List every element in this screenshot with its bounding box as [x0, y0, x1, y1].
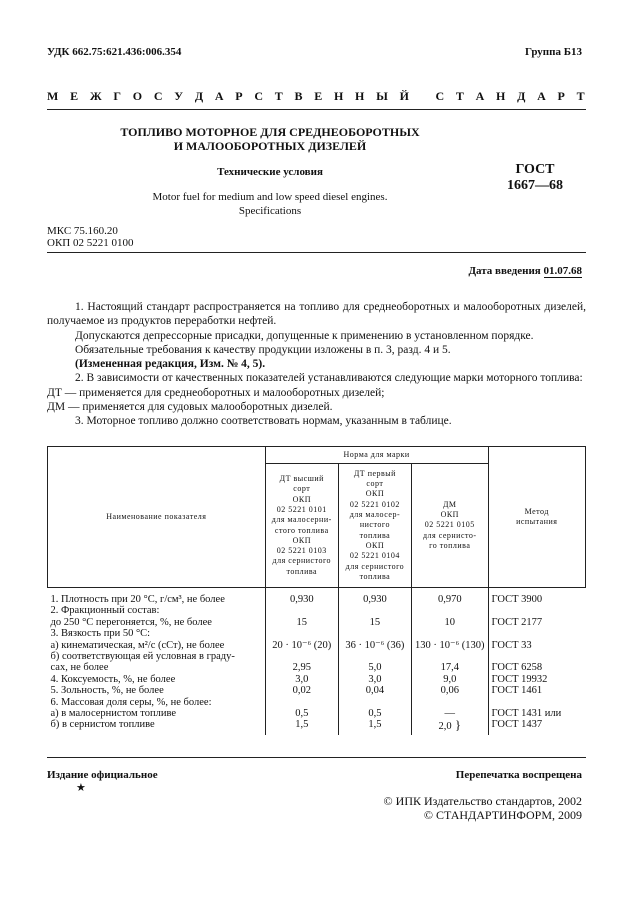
cell: ГОСТ 33	[491, 639, 532, 651]
table-row: 3. Вязкость при 50 °С:	[50, 628, 151, 640]
cell: 15	[338, 617, 411, 628]
banner-letter: Н	[333, 89, 344, 103]
table-row: а) кинематическая, м²/с (сСт), не более	[50, 639, 225, 651]
cell: ГОСТ 6258	[491, 662, 543, 674]
cell: 10	[411, 617, 488, 628]
cell: 0,5	[265, 708, 338, 719]
cell: 2,95	[265, 662, 338, 673]
mks-code: МКС 75.160.20	[47, 225, 118, 237]
paragraph: Допускаются депрессорные присадки, допущенные к применению в установленном порядке.	[75, 329, 534, 342]
copyright-line-1: © ИПК Издательство стандартов, 2002	[383, 794, 582, 808]
header-line: ОКП	[365, 489, 385, 499]
cell: 0,970	[411, 588, 488, 606]
header-line: для сернистого	[272, 556, 332, 566]
cell: 0,06	[411, 685, 488, 696]
header-line: для малосерни-	[271, 515, 332, 525]
table-bottom-rule	[47, 757, 586, 758]
banner-letter: С	[153, 89, 163, 103]
banner-letter: Г	[113, 89, 122, 103]
banner-letter: У	[174, 89, 184, 103]
header-line: топлива	[286, 566, 318, 576]
table-row: б) соответствующая ей условная в граду-	[50, 651, 235, 663]
cell: 3,0	[338, 674, 411, 685]
cell: 3,0	[265, 674, 338, 685]
amendment-note: (Измененная редакция, Изм. № 4, 5).	[75, 358, 266, 371]
banner-letter: О	[132, 89, 143, 103]
table-row: до 250 °С перегоняется, %, не более	[50, 616, 212, 628]
gost-label: ГОСТ	[515, 162, 555, 177]
specification-table	[47, 446, 586, 735]
banner-letter: Т	[274, 89, 283, 103]
interstate-standard-banner	[47, 89, 585, 104]
header-line: сорт	[293, 484, 311, 494]
table-row: 6. Массовая доля серы, %, не более:	[50, 696, 212, 708]
header-line: нистого	[359, 520, 390, 530]
cell: ГОСТ 3900	[491, 594, 543, 605]
header-dm	[411, 464, 488, 588]
cell: —	[411, 708, 488, 719]
classification-codes	[47, 225, 133, 249]
udk-code: УДК 662.75:621.436:006.354	[47, 46, 182, 58]
cell: 17,4	[411, 662, 488, 673]
banner-letter: В	[294, 89, 303, 103]
gost-code: 1667—68	[507, 178, 563, 193]
banner-letter: Н	[355, 89, 365, 103]
cell: 0,5	[338, 708, 411, 719]
reprint-prohibited: Перепечатка воспрещена	[455, 769, 582, 781]
banner-letter: Й	[399, 89, 409, 103]
header-line: топлива	[359, 530, 391, 540]
cell: 0,04	[338, 685, 411, 696]
cell: ГОСТ 1437	[491, 719, 543, 731]
grade-dm: ДМ — применяется для судовых малооборотных дизелей.	[47, 401, 333, 414]
cell: 0,930	[338, 588, 411, 606]
codes-divider	[47, 252, 586, 253]
body-text	[47, 300, 586, 429]
header-line: для малосер-	[349, 510, 401, 520]
header-indicator: Наименование показателя	[48, 447, 266, 588]
banner-divider	[47, 109, 586, 110]
header-line: ОКП	[440, 510, 459, 520]
header-line: 02 5221 0101	[276, 504, 327, 514]
banner-letter: А	[214, 89, 224, 103]
official-edition: Издание официальное	[47, 769, 158, 781]
grade-dt: ДТ — применяется для среднеоборотных и малооборотных дизелей;	[47, 386, 385, 399]
header-line: 02 5221 0102	[349, 499, 400, 509]
banner-letter: А	[537, 89, 546, 103]
table-row: а) в малосернистом топливе	[50, 708, 177, 720]
cell: ГОСТ 1461	[491, 685, 543, 697]
banner-letter: Д	[194, 89, 204, 103]
title-line-2: И МАЛООБОРОТНЫХ ДИЗЕЛЕЙ	[173, 139, 367, 153]
paragraph: 1. Настоящий стандарт распространяется на топливо для среднеоборотных и малооборотных дизелей, получаемое из продуктов переработки нефтей.	[47, 301, 586, 328]
banner-letter: Н	[496, 89, 506, 103]
banner-letter: Е	[70, 89, 79, 103]
header-line: ОКП	[292, 535, 311, 545]
banner-letter: С	[435, 89, 445, 103]
banner-letter: М	[47, 89, 59, 103]
header-line: топлива	[359, 571, 391, 581]
header-dt-premium	[265, 464, 338, 588]
cell: ГОСТ 1431 или	[491, 708, 562, 720]
header-line: сорт	[366, 479, 384, 489]
brace-icon: }	[451, 717, 462, 733]
document-title	[100, 125, 440, 153]
cell: 1,5	[338, 719, 411, 734]
english-title-line-2: Specifications	[238, 205, 302, 217]
header-line: ДМ	[442, 499, 457, 509]
title-line-1: ТОПЛИВО МОТОРНОЕ ДЛЯ СРЕДНЕОБОРОТНЫХ	[120, 125, 420, 139]
banner-letter: Е	[314, 89, 323, 103]
group-code: Группа Б13	[525, 46, 582, 58]
header-line: для сернистого	[345, 561, 405, 571]
english-title	[100, 190, 440, 218]
banner-letter: Д	[517, 89, 526, 103]
header-line: ДТ высший	[279, 474, 324, 484]
banner-letter: Р	[235, 89, 243, 103]
banner-letter	[421, 89, 424, 104]
banner-letter: Т	[455, 89, 464, 103]
header-method: Метод испытания	[488, 447, 585, 588]
header-dt-first	[338, 464, 411, 588]
banner-letter: Р	[557, 89, 565, 103]
header-line: ДТ первый	[353, 468, 396, 478]
banner-letter: Ж	[89, 89, 102, 103]
date-label: Дата введения	[468, 265, 541, 277]
english-title-line-1: Motor fuel for medium and low speed diesel engines.	[152, 191, 388, 203]
cell: ГОСТ 2177	[491, 616, 543, 628]
banner-letter: Ы	[376, 89, 388, 103]
header-line: 02 5221 0104	[349, 551, 400, 561]
banner-letter: С	[254, 89, 263, 103]
star-icon: ★	[76, 782, 86, 794]
table-row: 4. Коксуемость, %, не более	[50, 673, 176, 685]
cell: 1,5	[265, 719, 338, 734]
introduction-date	[468, 265, 582, 277]
gost-number	[490, 162, 580, 194]
header-line: стого топлива	[274, 525, 329, 535]
table-row: 5. Зольность, %, не более	[50, 685, 164, 697]
table-row: 2. Фракционный состав:	[50, 605, 160, 617]
paragraph: 3. Моторное топливо должно соответствовать нормам, указанным в таблице.	[75, 415, 452, 428]
cell: 15	[265, 617, 338, 628]
header-norm: Норма для марки	[265, 447, 488, 464]
cell: 5,0	[338, 662, 411, 673]
cell: 130 · 10⁻⁶ (130)	[411, 640, 488, 651]
banner-letter: Т	[576, 89, 585, 103]
cell: 36 · 10⁻⁶ (36)	[338, 640, 411, 651]
date-value: 01.07.68	[543, 265, 582, 277]
header-line: 02 5221 0103	[276, 546, 327, 556]
banner-letter: А	[475, 89, 485, 103]
header-line: ОКП	[292, 494, 311, 504]
header-line: для сернисто-	[422, 530, 477, 540]
header-line: ОКП	[365, 540, 385, 550]
cell: 9,0	[411, 674, 488, 685]
table-row: сах, не более	[50, 662, 109, 674]
header-line: го топлива	[429, 540, 471, 550]
copyright	[384, 794, 582, 822]
cell: 0,02	[265, 685, 338, 696]
cell-value: 2,0	[438, 721, 452, 733]
cell: 20 · 10⁻⁶ (20)	[265, 640, 338, 651]
cell: ГОСТ 19932	[491, 673, 548, 685]
cell	[411, 719, 488, 734]
table-row: б) в сернистом топливе	[50, 719, 155, 731]
paragraph: 2. В зависимости от качественных показателей устанавливаются следующие марки моторного топлива:	[75, 372, 583, 385]
paragraph: Обязательные требования к качеству продукции изложены в п. 3, разд. 4 и 5.	[75, 343, 451, 356]
okp-code: ОКП 02 5221 0100	[47, 237, 134, 249]
cell: 0,930	[265, 588, 338, 606]
copyright-line-2: © СТАНДАРТИНФОРМ, 2009	[423, 808, 582, 822]
table-row: 1. Плотность при 20 °С, г/см³, не более	[50, 594, 225, 605]
header-line: 02 5221 0105	[424, 520, 475, 530]
subtitle: Технические условия	[217, 166, 323, 178]
